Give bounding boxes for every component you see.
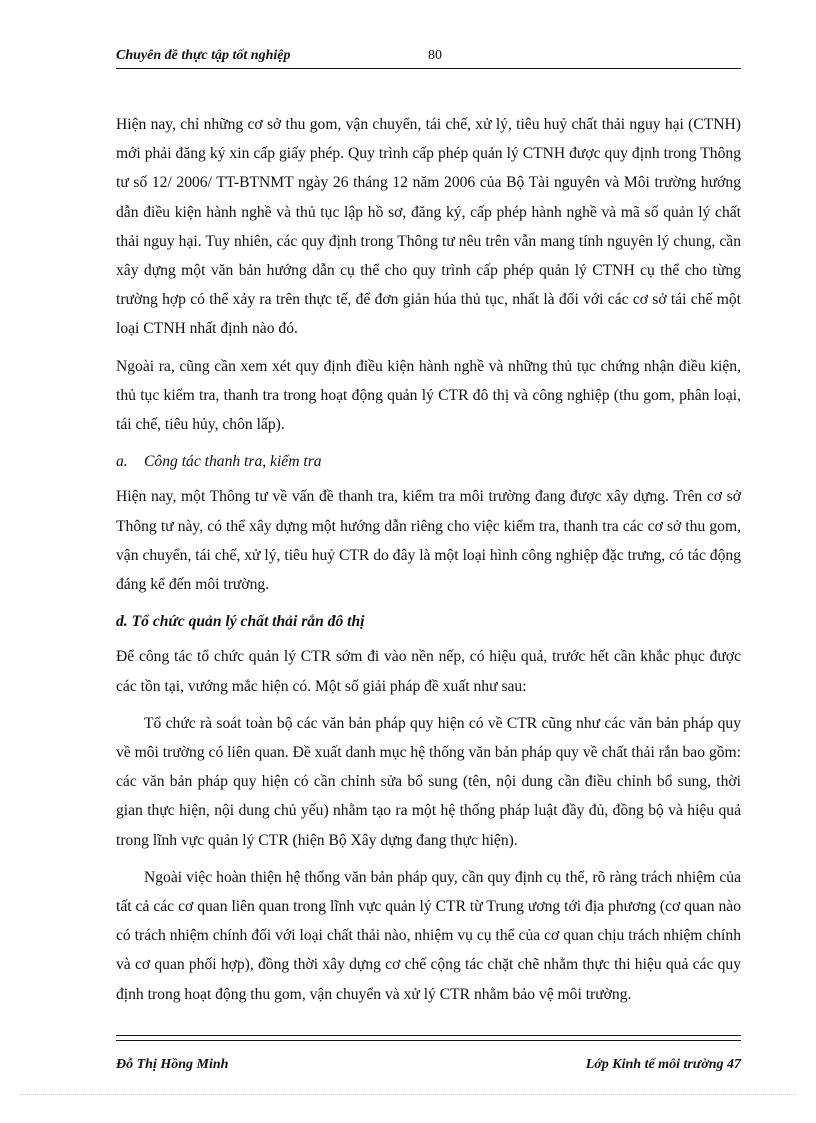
header-title: Chuyên đề thực tập tốt nghiệp <box>116 48 291 63</box>
paragraph-6: Ngoài việc hoàn thiện hệ thống văn bản pháp quy, cần quy định cụ thể, rõ ràng trách nhiệm của tất cả các cơ quan liên quan trong lĩnh vực quản lý CTR từ Trung ương tới địa phương (cơ quan nào có trách nhiệm chính đối với loại chất thải nào, nhiệm vụ cụ thể của cơ quan chịu trách nhiệm chính và cơ quan phối hợp), đồng thời xây dựng cơ chế cộng tác chặt chẽ nhằm thực thi hiệu quả các quy định trong hoạt động thu gom, vận chuyển và xử lý CTR nhằm bảo vệ môi trường. <box>116 868 741 1003</box>
section-label-a: a. <box>116 453 128 471</box>
document-body <box>116 110 741 1017</box>
page-bottom-divider <box>20 1094 796 1095</box>
page-header <box>116 48 741 69</box>
paragraph-1: Hiện nay, chỉ những cơ sở thu gom, vận chuyển, tái chế, xử lý, tiêu huỷ chất thải nguy hại (CTNH) mới phải đăng ký xin cấp giấy phép. Quy trình cấp phép quản lý CTNH được quy định trong Thông tư số 12/ 2006/ TT-BTNMT ngày 26 tháng 12 năm 2006 của Bộ Tài nguyên và Môi trường hướng dẫn điều kiện hành nghề và thủ tục lập hồ sơ, đăng ký, cấp phép hành nghề và mã số quản lý chất thải nguy hại. Tuy nhiên, các quy định trong Thông tư nêu trên vẫn mang tính nguyên lý chung, cần xây dựng một văn bản hướng dẫn cụ thể cho quy trình cấp phép quản lý CTNH cụ thể cho từng trường hợp có thể xảy ra trên thực tế, để đơn giản húa thủ tục, nhất là đối với các cơ sở tái chế một loại CTNH nhất định nào đó. <box>116 116 741 338</box>
page-number: 80 <box>428 48 442 63</box>
footer-author: Đỗ Thị Hồng Minh <box>116 1057 229 1072</box>
paragraph-2: Ngoài ra, cũng cần xem xét quy định điều kiện hành nghề và những thủ tục chứng nhận điều kiện, thủ tục kiểm tra, thanh tra trong hoạt động quản lý CTR đô thị và công nghiệp (thu gom, phân loại, tái chế, tiêu hủy, chôn lấp). <box>116 357 741 434</box>
section-title-a: Công tác thanh tra, kiểm tra <box>144 453 322 471</box>
paragraph-4: Để công tác tổ chức quản lý CTR sớm đi vào nền nếp, có hiệu quả, trước hết cần khắc phục được các tồn tại, vướng mắc hiện có. Một số giải pháp đề xuất như sau: <box>116 648 741 695</box>
section-heading-d: d. Tổ chức quản lý chất thải rắn đô thị <box>116 613 365 631</box>
footer-rule <box>116 1035 741 1041</box>
paragraph-3: Hiện nay, một Thông tư về vấn đề thanh tra, kiểm tra môi trường đang được xây dựng. Trên cơ sở Thông tư này, có thể xây dựng một hướng dẫn riêng cho việc kiểm tra, thanh tra các cơ sở thu gom, vận chuyển, tái chế, xử lý, tiêu huỷ CTR do đây là một loại hình công nghiệp đặc trưng, có tác động đáng kể đến môi trường. <box>116 488 741 594</box>
paragraph-5: Tổ chức rà soát toàn bộ các văn bản pháp quy hiện có về CTR cũng như các văn bản pháp quy về môi trường có liên quan. Đề xuất danh mục hệ thống văn bản pháp quy về chất thải rắn bao gồm: các văn bản pháp quy hiện có cần chỉnh sửa bổ sung (tên, nội dung cần điều chỉnh bổ sung, thời gian thực hiện, nội dung chủ yếu) nhằm tạo ra một hệ thống pháp luật đầy đủ, đồng bộ và hiệu quả trong lĩnh vực quản lý CTR (hiện Bộ Xây dựng đang thực hiện). <box>116 714 741 849</box>
footer-class: Lớp Kinh tế môi trường 47 <box>585 1057 741 1072</box>
page-footer <box>116 1057 741 1077</box>
section-heading-a <box>116 447 741 476</box>
